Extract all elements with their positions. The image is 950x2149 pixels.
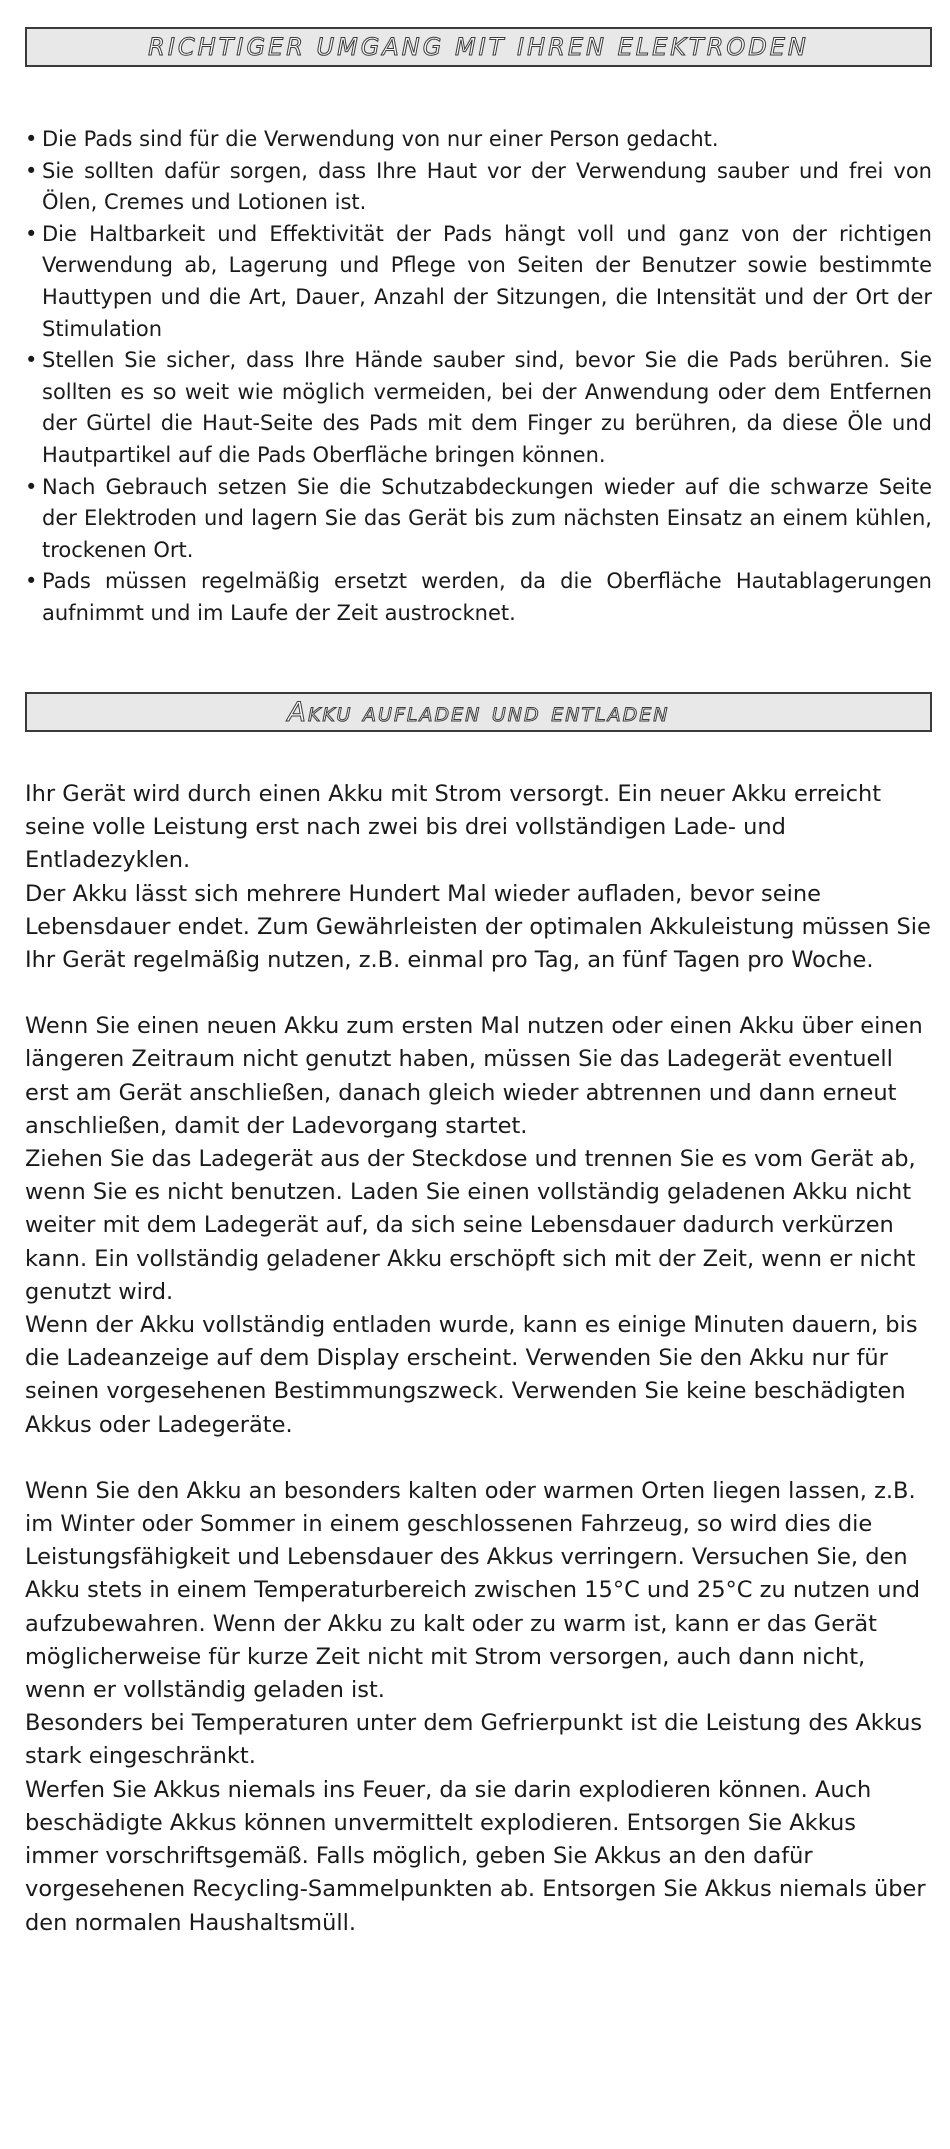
electrode-care-list: [25, 124, 932, 630]
section-title: RICHTIGER UMGANG MIT IHREN ELEKTRODEN: [148, 33, 809, 61]
list-item: • Pads müssen regelmäßig ersetzt werden, da die Oberfläche Hautablagerungen aufnimmt und im Laufe der Zeit austrocknet.: [25, 566, 932, 629]
paragraph: Wenn Sie einen neuen Akku zum ersten Mal nutzen oder einen Akku über einen längeren Zeitraum nicht genutzt haben, müssen Sie das Ladegerät eventuell erst am Gerät anschließen, danach gleich wieder abtrennen und dann erneut anschließen, damit der Ladevorgang startet.: [25, 1013, 923, 1139]
section-header-battery: [25, 692, 932, 732]
list-item: • Stellen Sie sicher, dass Ihre Hände sauber sind, bevor Sie die Pads berühren. Sie sollten es so weit wie möglich vermeiden, bei der Anwendung oder dem Entfernen der Gürtel die Haut-Seite des Pads mit dem Finger zu berühren, da diese Öle und Hautpartikel auf die Pads Oberfläche bringen können.: [25, 345, 932, 471]
paragraph: Ziehen Sie das Ladegerät aus der Steckdose und trennen Sie es vom Gerät ab, wenn Sie es nicht benutzen. Laden Sie einen vollständig geladenen Akku nicht weiter mit dem Ladegerät auf, da sich seine Lebensdauer dadurch verkürzen kann. Ein vollständig geladener Akku erschöpft sich mit der Zeit, wenn er nicht genutzt wird.: [25, 1146, 916, 1305]
list-item: • Die Pads sind für die Verwendung von nur einer Person gedacht.: [25, 124, 932, 156]
list-item: • Sie sollten dafür sorgen, dass Ihre Haut vor der Verwendung sauber und frei von Ölen, Cremes und Lotionen ist.: [25, 156, 932, 219]
paragraph: Wenn der Akku vollständig entladen wurde, kann es einige Minuten dauern, bis die Ladeanzeige auf dem Display erscheint. Verwenden Sie den Akku nur für seinen vorgesehenen Bestimmungszweck. Verwenden Sie keine beschädigten Akkus oder Ladegeräte.: [25, 1312, 918, 1438]
paragraph: Ihr Gerät wird durch einen Akku mit Strom versorgt. Ein neuer Akku erreicht seine volle Leistung erst nach zwei bis drei vollständigen Lade- und Entladezyklen.: [25, 781, 882, 874]
paragraph: Der Akku lässt sich mehrere Hundert Mal wieder aufladen, bevor seine Lebensdauer endet. Zum Gewährleisten der optimalen Akkuleistung müssen Sie Ihr Gerät regelmäßig nutzen, z.B. einmal pro Tag, an fünf Tagen pro Woche.: [25, 880, 931, 974]
paragraph: Besonders bei Temperaturen unter dem Gefrierpunkt ist die Leistung des Akkus stark eingeschränkt.: [25, 1710, 923, 1770]
section-title: Akku aufladen und entladen: [287, 696, 670, 728]
list-item: • Die Haltbarkeit und Effektivität der Pads hängt voll und ganz von der richtigen Verwendung ab, Lagerung und Pflege von Seiten der Benutzer sowie bestimmte Hauttypen und die Art, Dauer, Anzahl der Sitzungen, die Intensität und der Ort der Stimulation: [25, 219, 932, 345]
list-item: • Nach Gebrauch setzen Sie die Schutzabdeckungen wieder auf die schwarze Seite der Elektroden und lagern Sie das Gerät bis zum nächsten Einsatz an einem kühlen, trockenen Ort.: [25, 472, 932, 567]
paragraph: Wenn Sie den Akku an besonders kalten oder warmen Orten liegen lassen, z.B. im Winter oder Sommer in einem geschlossenen Fahrzeug, so wird dies die Leistungsfähigkeit und Lebensdauer des Akkus verringern. Versuchen Sie, den Akku stets in einem Temperaturbereich zwischen 15°C und 25°C zu nutzen und aufzubewahren. Wenn der Akku zu kalt oder zu warm ist, kann er das Gerät möglicherweise für kurze Zeit nicht mit Strom versorgen, auch dann nicht, wenn er vollständig geladen ist.: [25, 1477, 921, 1704]
battery-instructions: [25, 778, 932, 1940]
paragraph: Werfen Sie Akkus niemals ins Feuer, da sie darin explodieren können. Auch beschädigte Akkus können unvermittelt explodieren. Entsorgen Sie Akkus immer vorschriftsgemäß. Falls möglich, geben Sie Akkus an den dafür vorgesehenen Recycling-Sammelpunkten ab. Entsorgen Sie Akkus niemals über den normalen Haushaltsmüll.: [25, 1776, 926, 1936]
section-header-electrodes: [25, 27, 932, 67]
